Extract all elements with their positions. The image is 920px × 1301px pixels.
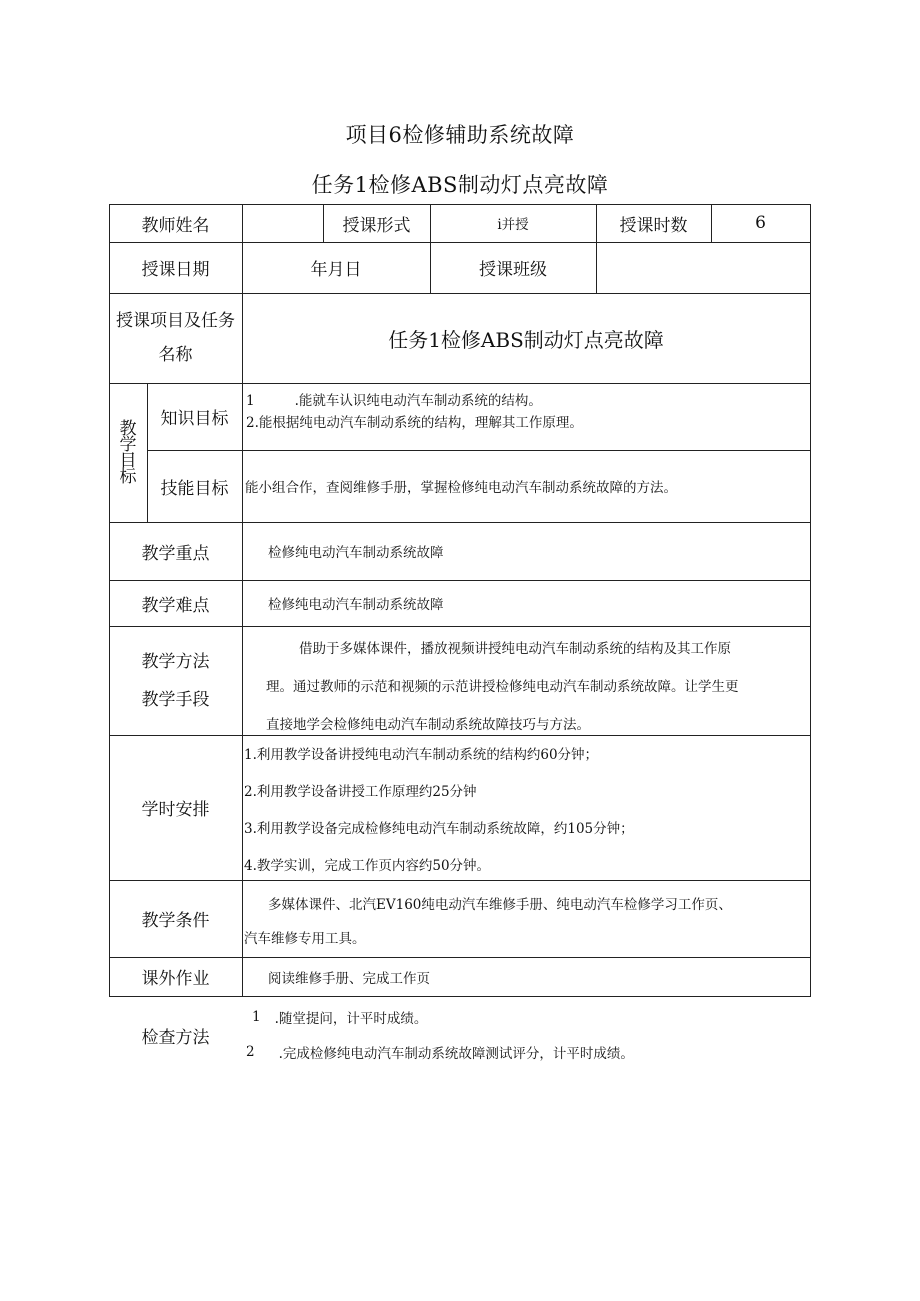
- check-item-num: 1: [252, 1009, 261, 1025]
- methods-label-line2: 教学手段: [141, 689, 210, 710]
- schedule-item: 2.利用教学设备讲授工作原理约25分钟: [244, 784, 477, 800]
- project-task-label-line1: 授课项目及任务: [116, 311, 235, 331]
- check-method-label: 检查方法: [141, 1027, 210, 1048]
- schedule-item: 1.利用教学设备讲授纯电动汽车制动系统的结构约60分钟；: [244, 747, 599, 763]
- check-item-num: 2: [246, 1044, 255, 1060]
- conditions-line1: 多媒体课件、北汽EV160纯电动汽车维修手册、纯电动汽车检修学习工作页、: [268, 897, 732, 913]
- skill-goal-label: 技能目标: [160, 478, 229, 499]
- check-method-item: [246, 1040, 812, 1064]
- table-rule: [810, 204, 811, 997]
- objectives-char: 标: [119, 466, 137, 487]
- teaching-hours-value: 6: [755, 213, 766, 233]
- difficulty-value: 检修纯电动汽车制动系统故障: [268, 597, 444, 613]
- knowledge-goal-num: 1: [246, 393, 255, 409]
- schedule-item: 3.利用教学设备完成检修纯电动汽车制动系统故障，约105分钟；: [244, 821, 634, 837]
- teaching-class-label: 授课班级: [479, 260, 547, 280]
- project-task-label: [109, 293, 242, 383]
- check-item-text: .随堂提问，计平时成绩。: [274, 1011, 428, 1027]
- objectives-char: 教: [119, 418, 137, 439]
- conditions-line2: 汽车维修专用工具。: [244, 931, 366, 947]
- knowledge-goal-line2: 2.能根据纯电动汽车制动系统的结构，理解其工作原理。: [246, 415, 583, 431]
- conditions-label: 教学条件: [141, 911, 210, 931]
- task-title: 任务1检修ABS制动灯点亮故障: [311, 173, 609, 197]
- teaching-date-value: 年月日: [310, 260, 362, 280]
- methods-label: [109, 626, 242, 735]
- schedule-label: 学时安排: [141, 800, 210, 820]
- methods-label-line1: 教学方法: [141, 651, 210, 672]
- skill-goal-value: 能小组合作，查阅维修手册，掌握检修纯电动汽车制动系统故障的方法。: [245, 480, 677, 496]
- check-method-item: [252, 1005, 812, 1029]
- project-title: 项目6检修辅助系统故障: [345, 123, 575, 147]
- key-point-label: 教学重点: [141, 543, 210, 564]
- objectives-char: 学: [119, 434, 137, 455]
- teaching-hours-label: 授课时数: [619, 215, 688, 236]
- teaching-form-label: 授课形式: [342, 215, 411, 236]
- objectives-char: 目: [119, 450, 137, 471]
- teacher-name-value: [242, 204, 323, 242]
- knowledge-goal-value: [243, 390, 809, 450]
- teaching-date-label: 授课日期: [141, 260, 210, 280]
- difficulty-label: 教学难点: [141, 595, 210, 616]
- knowledge-goal-line1: [246, 390, 542, 412]
- table-rule: [109, 996, 811, 997]
- key-point-value: 检修纯电动汽车制动系统故障: [268, 545, 444, 561]
- project-task-value: 任务1检修ABS制动灯点亮故障: [388, 327, 664, 352]
- teaching-form-value: i并授: [497, 217, 529, 233]
- project-task-label-line2: 名称: [158, 345, 193, 365]
- knowledge-goal-text: .能就车认识纯电动汽车制动系统的结构。: [294, 393, 542, 409]
- teaching-class-value: [596, 242, 810, 293]
- methods-value: [266, 630, 810, 735]
- schedule-list: [244, 737, 810, 877]
- methods-line1: 借助于多媒体课件，播放视频讲授纯电动汽车制动系统的结构及其工作原: [299, 641, 731, 657]
- homework-value: 阅读维修手册、完成工作页: [268, 970, 430, 987]
- methods-line3: 直接地学会检修纯电动汽车制动系统故障技巧与方法。: [266, 717, 590, 733]
- check-item-text: .完成检修纯电动汽车制动系统故障测试评分，计平时成绩。: [278, 1046, 634, 1062]
- homework-label: 课外作业: [141, 969, 210, 989]
- methods-line2: 理。通过教师的示范和视频的示范讲授检修纯电动汽车制动系统故障。让学生更: [266, 679, 739, 695]
- teacher-name-label: 教师姓名: [141, 215, 210, 236]
- objectives-group-label: [109, 383, 147, 522]
- schedule-item: 4.教学实训，完成工作页内容约50分钟。: [244, 858, 491, 874]
- conditions-value: [244, 888, 810, 954]
- knowledge-goal-label: 知识目标: [160, 409, 229, 429]
